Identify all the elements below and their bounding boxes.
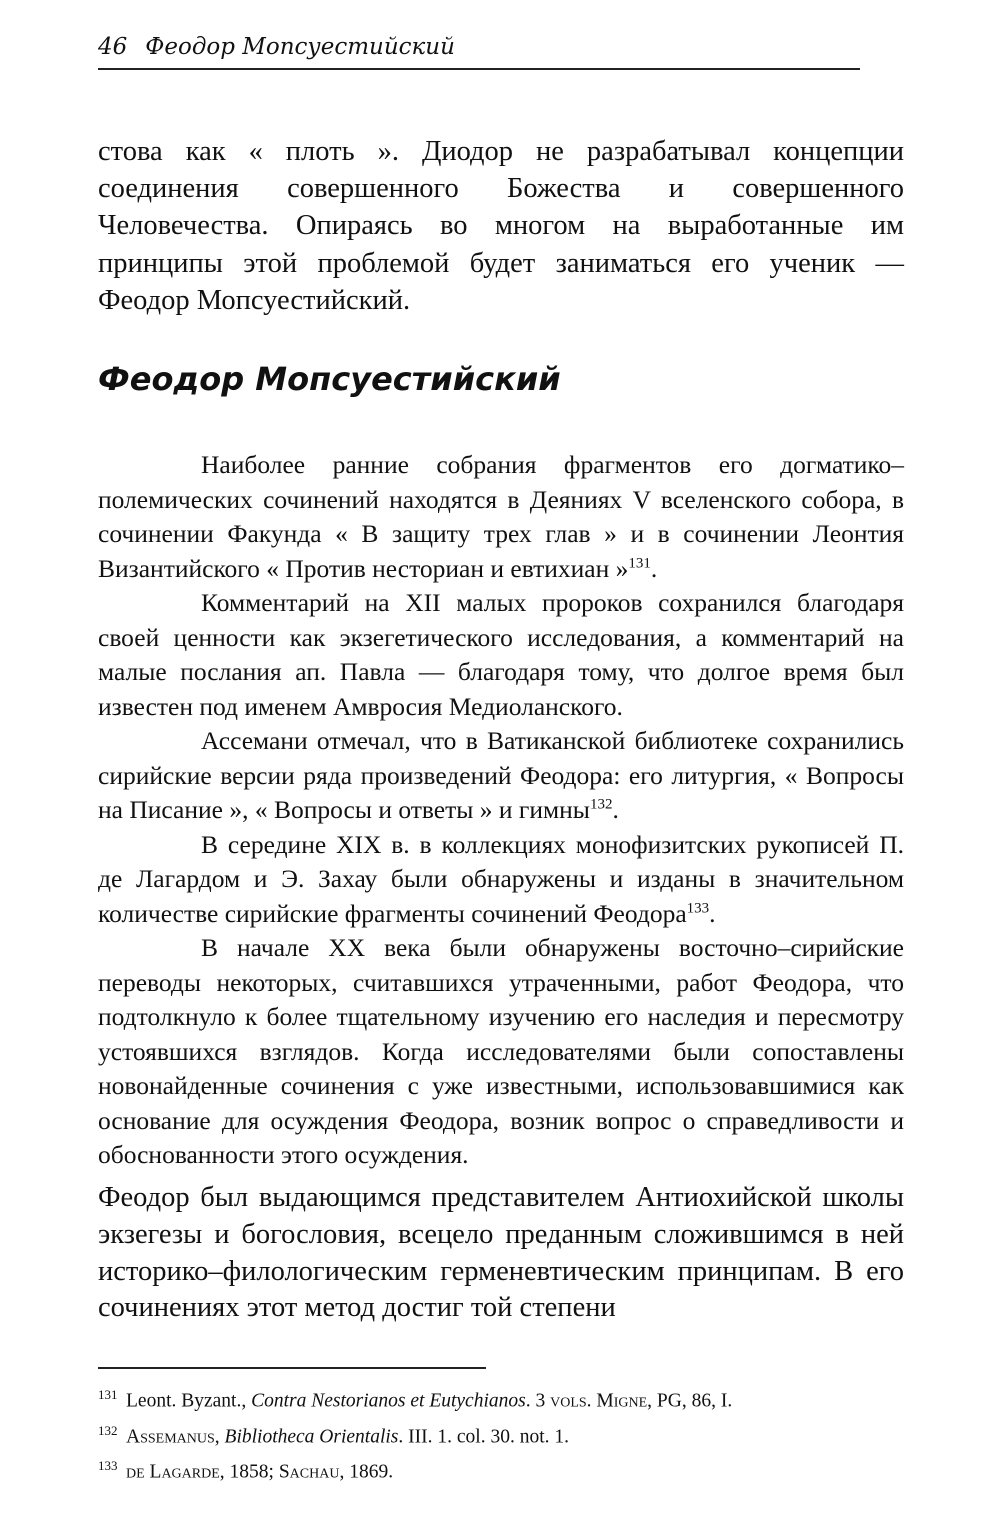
section-heading: Феодор Мопсуестийский [98, 360, 561, 398]
footnote-131: $^{131}$ Leont. Byzant., Contra Nestorianos et Eutychianos. 3 vols. Migne, PG, 86, I. [98, 1387, 733, 1412]
intro-paragraph-3: Ассемани отмечал, что в Ватиканской библиотеке сохранились сирийские версии ряда произведений Феодора: его литургия, « Вопросы на Писание », « Вопросы и ответы » и гимны$^{132}$. [98, 726, 904, 824]
footnote-ref-133[interactable]: 133 [686, 900, 710, 916]
intro-paragraph-4: В середине XIX в. в коллекциях монофизитских рукописей П. де Лагардом и Э. Захау были обнаружены и изданы в значительном количестве сирийские фрагменты сочинений Феодора$^{133}$. [98, 829, 904, 928]
footnotes [98, 1380, 904, 1487]
footnote-separator [98, 1367, 486, 1369]
intro-block [98, 448, 904, 1173]
running-head-title: Феодор Мопсуестийский [145, 34, 455, 60]
page-number: 46 [98, 34, 128, 60]
intro-paragraph-1: Наиболее ранние собрания фрагментов его догматико–полемических сочинений находятся в Деяниях V вселенского собора, в сочинении Факунда « В защиту трех глав » и в сочинении Леонтия Византийского « Против несториан и евтихиан »$^{131}$. [98, 450, 904, 583]
intro-paragraph-5: В начале XX века были обнаружены восточно–сирийские переводы некоторых, считавшихся утраченными, работ Феодора, что подтолкнуло к более тщательному изучению его наследия и пересмотру устоявшихся взглядов. Когда исследователями были сопоставлены новонайденные сочинения с уже известными, использовавшимися как основание для осуждения Феодора, возник вопрос о справедливости и обоснованности этого осуждения. [98, 933, 904, 1169]
footnote-ref-132[interactable]: 132 [589, 796, 613, 813]
footnote-ref-131[interactable]: 131 [628, 555, 651, 571]
running-head [98, 34, 860, 70]
lead-paragraph: стова как « плоть ». Диодор не разрабатывал концепции соединения совершенного Божества и совершенного Человечества. Опираясь во многом на выработанные им принципы этой проблемой будет заниматься его ученик — Феодор Мопсуестийский. [98, 136, 904, 316]
footnote-132: $^{132}$ Assemanus, Bibliotheca Orientalis. III. 1. col. 30. not. 1. [98, 1422, 569, 1447]
footnote-133: $^{133}$ de Lagarde, 1858; Sachau, 1869. [98, 1458, 394, 1483]
intro-paragraph-2: Комментарий на XII малых пророков сохранился благодаря своей ценности как экзегетического исследования, а комментарий на малые послания ап. Павла — благодаря тому, что долгое время был известен под именем Амвросия Медиоланского. [98, 588, 904, 721]
body-paragraph: Феодор был выдающимся представителем Антиохийской школы экзегезы и богословия, всецело преданным сложившимся в ней историко–филологическим герменевтическим принципам. В его сочинениях этот метод достиг той степени [98, 1182, 904, 1324]
